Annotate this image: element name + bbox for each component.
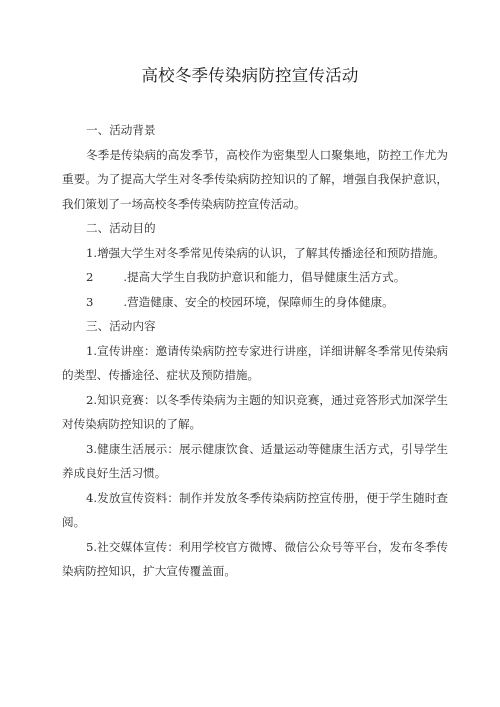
item-number: 3	[86, 294, 94, 309]
item-text: .增强大学生对冬季常见传染病的认识，了解其传播途径和预防措施。	[93, 245, 445, 260]
item-text: .健康生活展示：展示健康饮食、适量运动等健康生活方式，引导学生养成良好生活习惯。	[62, 441, 448, 480]
document-body	[62, 118, 448, 584]
purpose-item	[62, 241, 448, 266]
item-text: .社交媒体宣传：利用学校官方微博、微信公众号等平台，发布冬季传染病防控知识，扩大宣传覆盖面。	[62, 539, 448, 578]
purpose-item	[62, 290, 448, 315]
item-text: .提高大学生自我防护意识和能力，倡导健康生活方式。	[123, 270, 406, 284]
item-number: 2	[86, 392, 94, 407]
background-paragraph: 冬季是传染病的高发季节，高校作为密集型人口聚集地，防控工作尤为重要。为了提高大学生对冬季传染病防控知识的了解，增强自我保护意识，我们策划了一场高校冬季传染病防控宣传活动。	[62, 147, 448, 211]
item-number: 1	[86, 343, 94, 358]
item-number: 3	[86, 441, 94, 456]
section-heading-background: 一、活动背景	[86, 123, 156, 137]
item-text: .营造健康、安全的校园环境，保障师生的身体健康。	[123, 294, 394, 309]
content-item	[62, 388, 448, 437]
content-item	[62, 437, 448, 486]
item-number: 1	[86, 245, 94, 260]
item-number: 5	[86, 539, 94, 554]
purpose-item	[62, 265, 448, 290]
item-number: 4	[86, 490, 94, 505]
item-number: 2	[86, 270, 94, 284]
document-title: 高校冬季传染病防控宣传活动	[141, 66, 359, 85]
item-text: .宣传讲座：邀请传染病防控专家进行讲座，详细讲解冬季常见传染病的类型、传播途径、症状及预防措施。	[62, 343, 448, 382]
section-heading-purpose: 二、活动目的	[86, 221, 156, 235]
content-item	[62, 339, 448, 388]
section-heading-content: 三、活动内容	[86, 319, 156, 333]
item-text: .知识竞赛：以冬季传染病为主题的知识竞赛，通过竞答形式加深学生对传染病防控知识的了解。	[62, 392, 448, 431]
item-text: .发放宣传资料：制作并发放冬季传染病防控宣传册，便于学生随时查阅。	[62, 490, 448, 529]
content-item	[62, 486, 448, 535]
content-item	[62, 535, 448, 584]
